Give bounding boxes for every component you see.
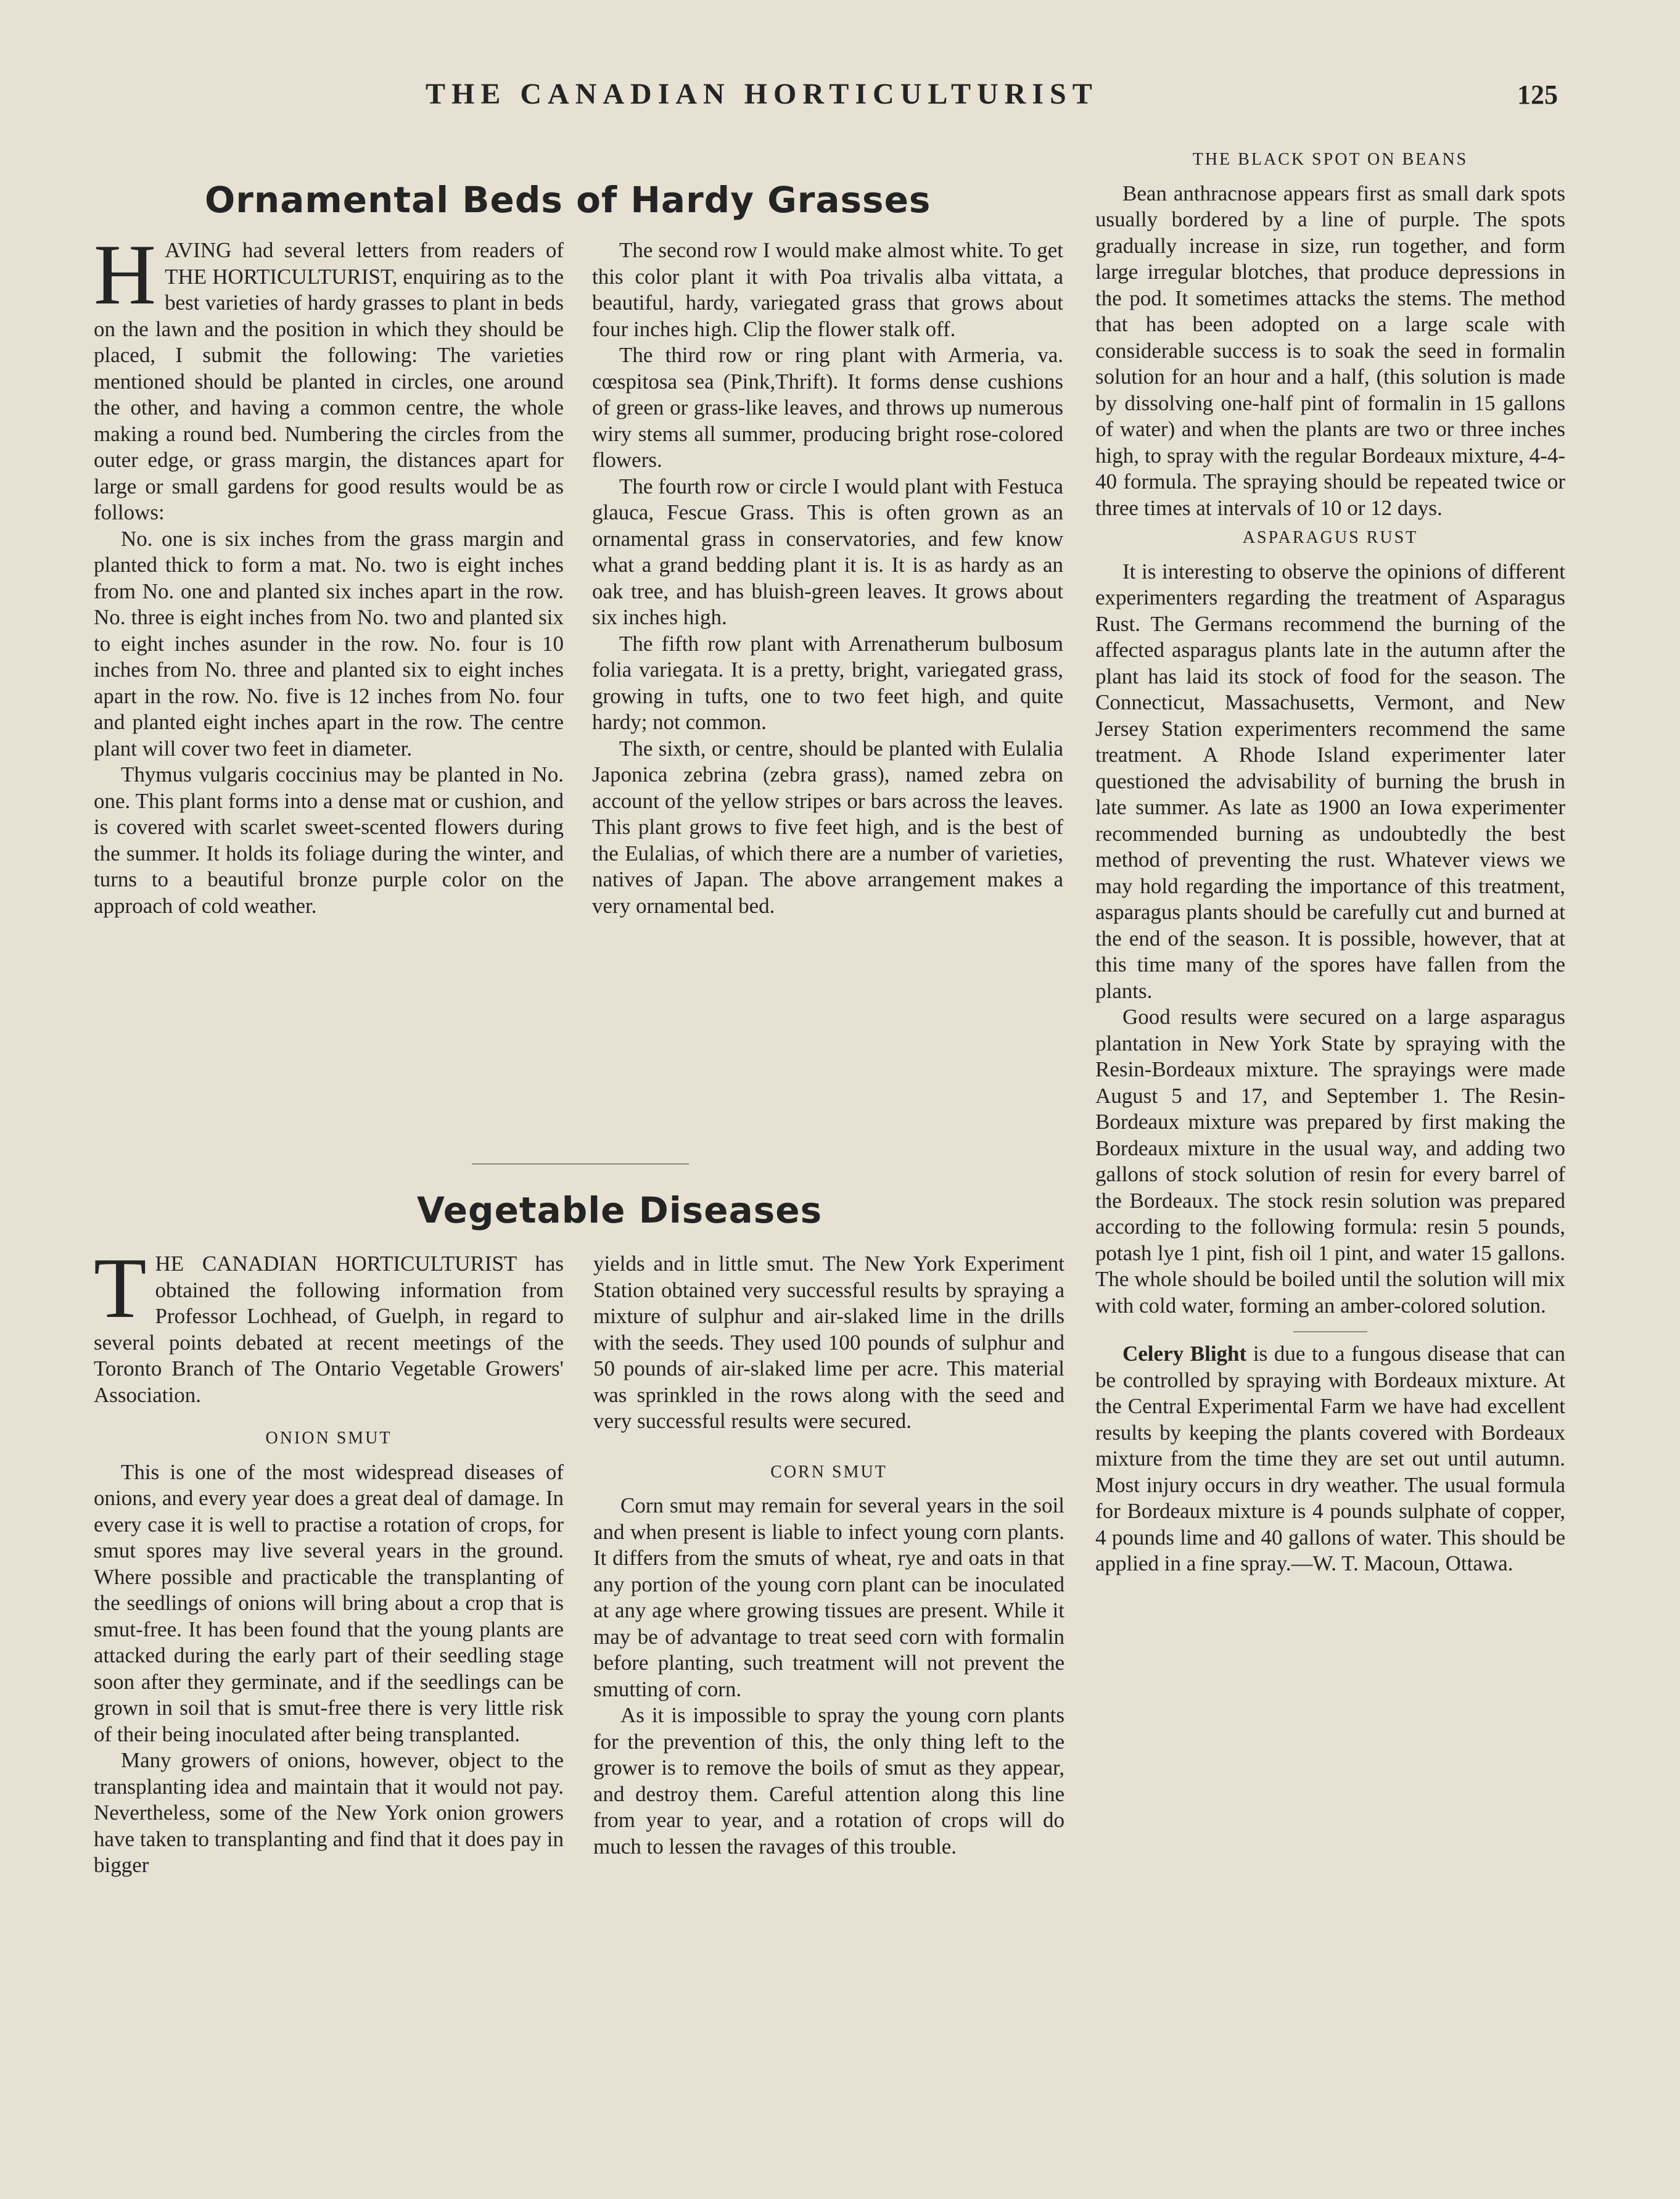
page-number: 125 <box>1517 80 1558 110</box>
diseases-paragraph: As it is impossible to spray the young corn plants for the prevention of this, the only thing left to the grower is to remove the boils of smut as they appear, and destroy them. Careful attention along this line from year to year, and a rotation of crops will do much to lessen the ravages of this trouble. <box>593 1703 1064 1859</box>
diseases-column-1 <box>94 1240 564 1879</box>
subhead-black-spot-beans: THE BLACK SPOT ON BEANS <box>1192 150 1468 169</box>
diseases-paragraph: This is one of the most widespread diseases of onions, and every year does a great deal of damage. In every case it is well to practise a rotation of crops, for smut spores may live several years in the ground. Where possible and practicable the transplanting of the seedlings of onions will bring about a crop that is smut-free. It has been found that the young plants are attacked during the early part of their seedling stage soon after they germinate, and if the seedlings can be grown in soil that is smut-free there is very little risk of their being inoculated after being transplanted. <box>94 1459 564 1746</box>
subhead-onion-smut: ONION SMUT <box>265 1429 392 1448</box>
right-paragraph: Bean anthracnose appears first as small dark spots usually bordered by a line of purple. The spots gradually increase in size, run together, and form large irregular blotches, that produce depressions in the pod. It sometimes attacks the stems. The method that has been adopted on a large scale with considerable success is to soak the seed in formalin solution for an hour and a half, (this solution is made by dissolving one-half pint of formalin in 15 gallons of water) and when the plants are two or three inches high, to spray with the regular Bordeaux mixture, 4-4-40 formula. The spraying should be repeated twice or three times at intervals of 10 or 12 days. <box>1095 181 1565 520</box>
running-head: THE CANADIAN HORTICULTURIST <box>426 78 1098 110</box>
section-divider <box>472 1163 689 1165</box>
grasses-paragraph: The fifth row plant with Arrenatherum bulbosum folia variegata. It is a pretty, bright, variegated grass, growing in tufts, one to two feet high, and quite hardy; not common. <box>592 631 1063 734</box>
grasses-paragraph: The second row I would make almost white. To get this color plant it with Poa trivalis alba vittata, a beautiful, hardy, variegated grass that grows about four inches high. Clip the flower stalk off. <box>592 238 1063 341</box>
diseases-intro: HE CANADIAN HORTICULTURIST has obtained the following information from Professor Lochhead, of Guelph, in regard to several points debated at recent meetings of the Toronto Branch of The Ontario Vegetable Growers' Association. <box>94 1252 564 1407</box>
grasses-column-2 <box>592 237 1063 919</box>
subhead-asparagus-rust: ASPARAGUS RUST <box>1242 528 1419 547</box>
article-title-grasses: Ornamental Beds of Hardy Grasses <box>205 179 931 221</box>
right-column <box>1095 147 1565 1577</box>
right-paragraph: is due to a fungous disease that can be controlled by spraying with Bordeaux mixture. At the Central Experimental Farm we have had excellent results by keeping the plants covered with Bordeaux mixture from the time they are set out until autumn. Most injury occurs in dry weather. The usual formula for Bordeaux mixture is 4 pounds sulphate of copper, 4 pounds lime and 40 gallons of water. This should be applied in a fine spray.—W. T. Macoun, Ottawa. <box>1095 1342 1566 1575</box>
short-divider <box>1293 1331 1367 1332</box>
grasses-paragraph: Thymus vulgaris coccinius may be planted in No. one. This plant forms into a dense mat or cushion, and is covered with scarlet sweet-scented flowers during the summer. It holds its foliage during the winter, and turns to a beautiful bronze purple color on the approach of cold weather. <box>94 762 564 918</box>
grasses-paragraph: The sixth, or centre, should be planted with Eulalia Japonica zebrina (zebra grass), named zebra on account of the yellow stripes or bars across the leaves. This plant grows to five feet high, and is the best of the Eulalias, of which there are a number of varieties, natives of Japan. The above arrangement makes a very ornamental bed. <box>592 736 1063 918</box>
grasses-paragraph: No. one is six inches from the grass margin and planted thick to form a mat. No. two is eight inches from No. one and planted six inches apart in the row. No. three is eight inches from No. two and planted six to eight inches asunder in the row. No. four is 10 inches from No. three and planted six to eight inches apart in the row. No. five is 12 inches from No. four and planted eight inches apart in the row. The centre plant will cover two feet in diameter. <box>94 526 564 761</box>
diseases-paragraph: yields and in little smut. The New York Experiment Station obtained very successful results by spraying a mixture of sulphur and air-slaked lime in the drills with the seeds. They used 100 pounds of sulphur and 50 pounds of air-slaked lime per acre. This material was sprinkled in the rows along with the seed and very successful results were secured. <box>593 1252 1064 1433</box>
diseases-paragraph: Corn smut may remain for several years in the soil and when present is liable to infect young corn plants. It differs from the smuts of wheat, rye and oats in that any portion of the young corn plant can be inoculated at any age where growing tissues are present. While it may be of advantage to treat seed corn with formalin before planting, such treatment will not prevent the smutting of corn. <box>593 1493 1064 1701</box>
right-paragraph: Good results were secured on a large asparagus plantation in New York State by spraying with the Resin-Bordeaux mixture. The sprayings were made August 5 and 17, and September 1. The Resin-Bordeaux mixture was prepared by first making the Bordeaux mixture in the usual way, and adding two gallons of stock solution of resin for every barrel of the Bordeaux. The stock resin solution was prepared according to the following formula: resin 5 pounds, potash lye 1 pint, fish oil 1 pint, and water 15 gallons. The whole should be boiled until the solution will mix with cold water, forming an amber-colored solution. <box>1095 1005 1565 1318</box>
dropcap-t: T <box>94 1240 147 1336</box>
diseases-column-2 <box>593 1251 1064 1860</box>
diseases-paragraph: Many growers of onions, however, object to the transplanting idea and maintain that it would not pay. Nevertheless, some of the New York onion growers have taken to transplanting and find that it does pay in bigger <box>94 1748 564 1877</box>
grasses-paragraph: The third row or ring plant with Armeria, va. cœspitosa sea (Pink,Thrift). It forms dense cushions of green or grass-like leaves, and throws up numerous wiry stems all summer, producing bright rose-colored flowers. <box>592 343 1063 472</box>
grasses-paragraph: AVING had several letters from readers of THE HORTICULTURIST, enquiring as to the best varieties of hardy grasses to plant in beds on the lawn and the position in which they should be placed, I submit the following: The varieties mentioned should be planted in circles, one around the other, and having a common centre, the whole making a round bed. Numbering the circles from the outer edge, or grass margin, the distances apart for large or small gardens for good results would be as follows: <box>94 238 564 524</box>
celery-blight-lead: Celery Blight <box>1122 1342 1247 1366</box>
grasses-column-1 <box>94 227 564 919</box>
grasses-paragraph: The fourth row or circle I would plant with Festuca glauca, Fescue Grass. This is often grown as an ornamental grass in conservatories, and few know what a grand bedding plant it is. It is as hardy as an oak tree, and has bluish-green leaves. It grows about six inches high. <box>592 474 1063 629</box>
subhead-corn-smut: CORN SMUT <box>770 1462 887 1482</box>
article-title-vegetable-diseases: Vegetable Diseases <box>417 1189 823 1231</box>
right-paragraph: It is interesting to observe the opinions of different experimenters regarding the treatment of Asparagus Rust. The Germans recommend the burning of the affected asparagus plants late in the autumn after the plant has laid its stock of food for the season. The Connecticut, Massachusetts, Vermont, and New Jersey Station experimenters recommend the same treatment. A Rhode Island experimenter later questioned the advisability of burning the brush in late summer. As late as 1900 an Iowa experimenter recommended burning as undoubtedly the best method of preventing the rust. Whatever views we may hold regarding the importance of this treatment, asparagus plants should be carefully cut and burned at the end of the season. It is possible, however, that at this time many of the spores have fallen from the plants. <box>1095 559 1565 1003</box>
dropcap-h: H <box>94 227 157 323</box>
